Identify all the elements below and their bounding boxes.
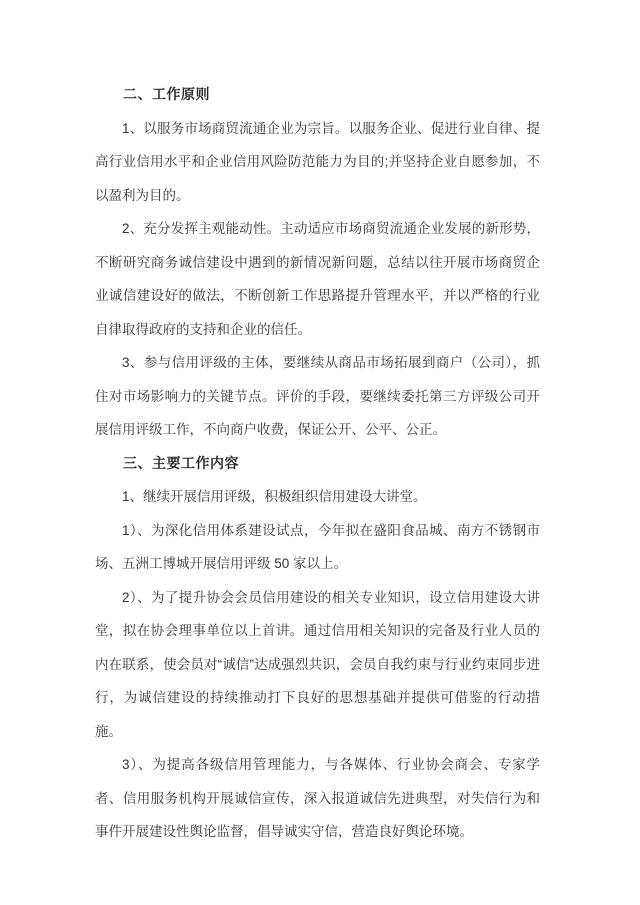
section-heading-work-principles: 二、工作原则 bbox=[123, 86, 210, 102]
paragraph-principle-1: 1、以服务市场商贸流通企业为宗旨。以服务企业、促进行业自律、提高行业信用水平和企业信用风险防范能力为目的;并坚持企业自愿参加，不以盈利为目的。 bbox=[95, 120, 540, 203]
paragraph-content-1: 1、继续开展信用评级，积极组织信用建设大讲堂。 bbox=[122, 489, 427, 504]
paragraph-content-1-3: 3）、为提高各级信用管理能力，与各媒体、行业协会商会、专家学者、信用服务机构开展诚信宣传，深入报道诚信先进典型，对失信行为和事件开展建设性舆论监督，倡导诚实守信，营造良好舆论环境。 bbox=[95, 757, 540, 839]
paragraph-principle-3: 3、参与信用评级的主体，要继续从商品市场拓展到商户（公司），抓住对市场影响力的关键节点。评价的手段，要继续委托第三方评级公司开展信用评级工作，不向商户收费，保证公开、公平、公正。 bbox=[95, 355, 540, 437]
paragraph-content-1-1: 1）、为深化信用体系建设试点，今年拟在盛阳食品城、南方不锈钢市场、五洲工博城开展信用评级 50 家以上。 bbox=[95, 522, 540, 571]
paragraph-principle-2: 2、充分发挥主观能动性。主动适应市场商贸流通企业发展的新形势，不断研究商务诚信建设中遇到的新情况新问题，总结以往开展市场商贸企业诚信建设好的做法，不断创新工作思路提升管理水平，并以严格的行业自律取得政府的支持和企业的信任。 bbox=[95, 221, 540, 337]
section-heading-main-work-content: 三、主要工作内容 bbox=[123, 454, 239, 471]
paragraph-content-1-2: 2）、为了提升协会会员信用建设的相关专业知识，设立信用建设大讲堂，拟在协会理事单位以上首讲。通过信用相关知识的完备及行业人员的内在联系，使会员对“诚信”达成强烈共识，会员自我约束与行业约束同步进行，为诚信建设的持续推动打下良好的思想基础并提供可借鉴的行动措施。 bbox=[95, 589, 540, 739]
